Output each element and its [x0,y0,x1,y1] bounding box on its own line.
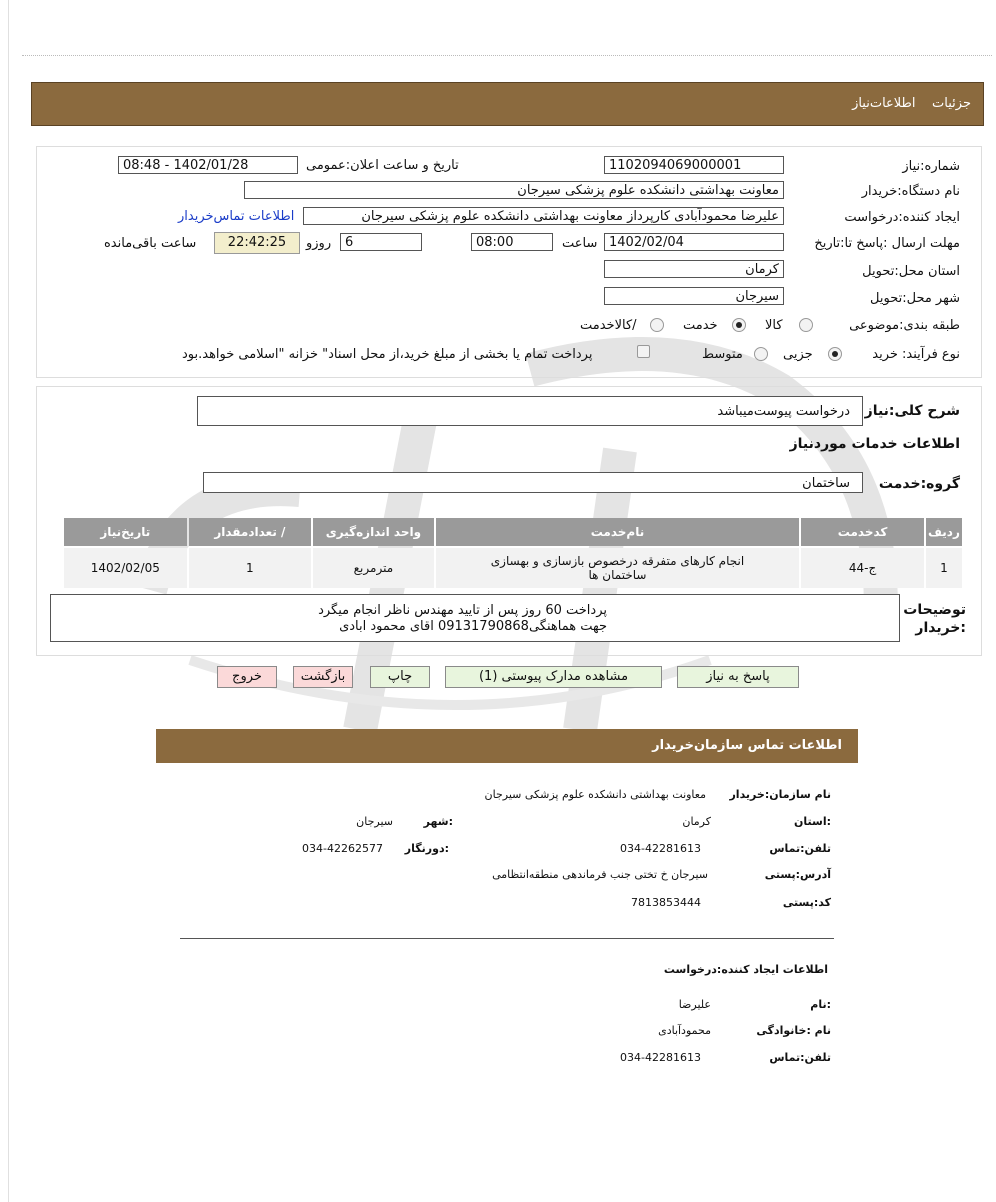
service-group-field: ساختمان [203,472,863,493]
province-field: کرمان [604,260,784,278]
treasury-payment-note: پرداخت تمام یا بخشی از مبلغ خرید،از محل اسناد" خزانه "اسلامی خواهد.بود [182,347,593,362]
col-service-name: نام‌خدمت [436,518,800,546]
days-label: روزو [306,236,332,251]
radio-service-label: خدمت [683,318,718,333]
contact-org-value: معاونت بهداشتی دانشکده علوم پزشکی سیرجان [484,788,706,801]
buyer-notes-line-2: جهت هماهنگی09131790868 اقای محمود ابادی [339,619,607,634]
radio-minor-label: جزیی [783,347,813,362]
page-left-border [8,0,9,1202]
remaining-label: ساعت باقی‌مانده [104,236,197,251]
cell-service-name: انجام کارهای متفرقه درخصوص بازسازی و بهسازی ساختمان ها [436,548,800,588]
city-field: سیرجان [604,287,784,305]
cell-service-code: ج-44 [801,548,924,588]
buyer-contact-link[interactable]: اطلاعات تماس‌خریدار [178,209,295,224]
description-field: درخواست پیوست‌میباشد [197,396,863,426]
section-divider [180,938,834,939]
buyer-contact-title: اطلاعات تماس سازمان‌خریدار [652,738,842,753]
radio-service[interactable] [732,318,746,332]
radio-goods[interactable] [799,318,813,332]
radio-goods-service-label: /کالاخدمت [580,318,637,333]
col-quantity: / تعدادمقدار [189,518,312,546]
city-label: شهر محل:تحویل [870,291,960,306]
deadline-date-field: 1402/02/04 [604,233,784,251]
contact-address-value: سیرجان خ تختی جنب فرماندهی منطقه‌انتظامی [492,868,708,881]
back-button[interactable]: بازگشت [293,666,353,688]
contact-province-label: :استان [794,815,831,828]
services-section-title: اطلاعات خدمات موردنیاز [789,436,960,452]
contact-phone-value: 034-42281613 [620,842,701,855]
contact-fax-label: :دورنگار [404,842,449,855]
creator-label: ایجاد کننده:درخواست [844,210,960,225]
creator-field: علیرضا محمودآبادی کارپرداز معاونت بهداشتی دانشکده علوم پزشکی سیرجان [303,207,784,225]
col-service-code: کدخدمت [801,518,924,546]
buyer-notes-line-1: پرداخت 60 روز پس از تایید مهندس ناظر انجام میگرد [318,603,607,618]
creator-name-label: :نام [810,998,831,1011]
radio-goods-label: کالا [765,318,783,333]
creator-info-title: اطلاعات ایجاد کننده:درخواست [663,963,828,976]
col-need-date: تاریخ‌نیاز [64,518,187,546]
need-number-label: شماره:نیاز [902,159,960,174]
cell-unit: مترمربع [313,548,434,588]
announce-label: تاریخ و ساعت اعلان:عمومی [306,158,459,173]
contact-org-label: نام سازمان:خریدار [729,788,831,801]
cell-row: 1 [926,548,962,588]
radio-medium-label: متوسط [702,347,743,362]
contact-address-label: آدرس:پستی [764,868,831,881]
treasury-payment-checkbox[interactable] [637,345,650,358]
creator-family-value: محمودآبادی [658,1024,711,1037]
contact-city-label: :شهر [423,815,453,828]
buyer-contact-header [156,729,858,763]
remaining-timer: 22:42:25 [214,232,300,254]
breadcrumb [852,96,971,111]
tab-details[interactable]: جزئیات [932,96,971,111]
days-field: 6 [340,233,422,251]
exit-button[interactable]: خروج [217,666,277,688]
contact-postal-label: کد:پستی [782,896,831,909]
contact-phone-label: تلفن:تماس [769,842,831,855]
radio-medium[interactable] [754,347,768,361]
contact-postal-value: 7813853444 [631,896,701,909]
contact-province-value: کرمان [682,815,711,828]
radio-minor[interactable] [828,347,842,361]
description-label: شرح کلی:نیاز [864,403,960,419]
process-label: نوع فرآیند: خرید [872,347,960,362]
view-documents-button[interactable]: مشاهده مدارک پیوستی (1) [445,666,662,688]
page-header-bar [31,82,984,126]
radio-goods-service[interactable] [650,318,664,332]
contact-fax-value: 034-42262577 [302,842,383,855]
reply-button[interactable]: پاسخ به نیاز [677,666,799,688]
deadline-time-field: 08:00 [471,233,553,251]
province-label: استان محل:تحویل [862,264,960,279]
top-divider [22,55,992,56]
need-number-field: 1102094069000001 [604,156,784,174]
table-header-row [64,518,962,546]
col-row: ردیف [926,518,962,546]
time-label: ساعت [562,236,598,251]
buyer-org-label: نام دستگاه:خریدار [861,184,960,199]
col-unit: واحد اندازه‌گیری [313,518,434,546]
contact-city-value: سیرجان [356,815,393,828]
creator-name-value: علیرضا [678,998,711,1011]
tab-need-info[interactable]: اطلاعات‌نیاز [852,96,916,111]
buyer-notes-label: توضیحات :خریدار [903,602,966,636]
cell-need-date: 1402/02/05 [64,548,187,588]
category-label: طبقه بندی:موضوعی [849,318,960,333]
services-table [62,516,964,590]
announce-datetime-field: 1402/01/28 - 08:48 [118,156,298,174]
service-group-label: گروه:خدمت [878,476,960,492]
creator-phone-label: تلفن:تماس [769,1051,831,1064]
creator-phone-value: 034-42281613 [620,1051,701,1064]
buyer-org-field: معاونت بهداشتی دانشکده علوم پزشکی سیرجان [244,181,784,199]
buyer-notes-box [50,594,900,642]
cell-quantity: 1 [189,548,312,588]
table-row [64,548,962,588]
print-button[interactable]: چاپ [370,666,430,688]
creator-family-label: نام :خانوادگی [756,1024,831,1037]
deadline-label: مهلت ارسال :پاسخ تا:تاریخ [814,236,960,251]
